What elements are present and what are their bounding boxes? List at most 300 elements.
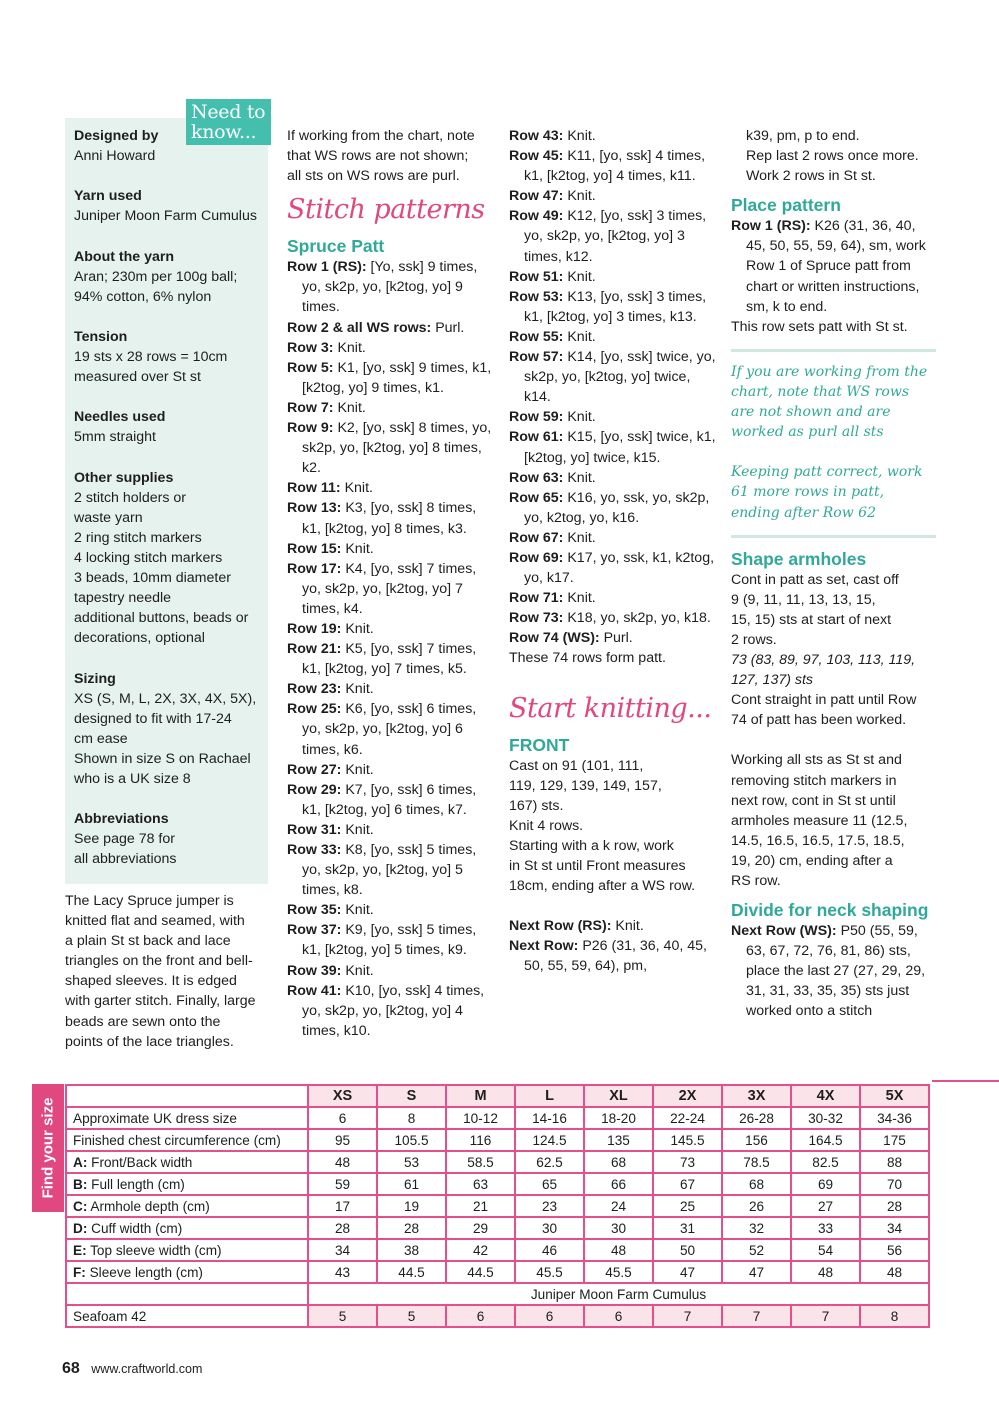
pattern-row <box>287 961 497 981</box>
info-line: all abbreviations <box>74 851 177 868</box>
pattern-row <box>509 548 719 588</box>
row-text: K3, [yo, ssk] 8 times, k1, [k2tog, yo] 8 times, k3. <box>302 500 477 537</box>
row-label: Row 65: <box>509 489 564 506</box>
measurement-value: 18-20 <box>584 1107 653 1129</box>
measurement-value: 10-12 <box>446 1107 515 1129</box>
pattern-row <box>287 358 497 398</box>
note-line: that WS rows are not shown; <box>287 148 469 165</box>
measurement-value: 82.5 <box>791 1151 860 1173</box>
measurement-value: 62.5 <box>515 1151 584 1173</box>
info-line: 3 beads, 10mm diameter <box>74 570 231 587</box>
neck-shaping-heading: Divide for neck shaping <box>731 900 929 921</box>
intro-line: with garter stitch. Finally, large <box>65 993 256 1010</box>
pattern-row <box>509 146 719 186</box>
rows-summary: These 74 rows form patt. <box>509 650 666 667</box>
measurement-value: 42 <box>446 1239 515 1261</box>
measurement-value: 135 <box>584 1129 653 1151</box>
info-block <box>74 247 266 307</box>
intro-text <box>65 891 273 1052</box>
row-text: K2, [yo, ssk] 8 times, yo, sk2p, yo, [k2tog, yo] 8 times, k2. <box>302 420 492 477</box>
pattern-row <box>287 478 497 498</box>
pattern-row <box>509 287 719 327</box>
row-label: Row 3: <box>287 339 334 356</box>
find-your-size-tab <box>32 1084 64 1212</box>
measurement-value: 45.5 <box>515 1261 584 1283</box>
pattern-row <box>287 679 497 699</box>
measurement-label <box>66 1129 308 1151</box>
start-knitting-heading: Start knitting... <box>509 692 712 724</box>
measurement-value: 38 <box>377 1239 446 1261</box>
info-line: tapestry needle <box>74 590 172 607</box>
measurement-value: 145.5 <box>653 1129 722 1151</box>
front-line: Cast on 91 (101, 111, <box>509 757 644 774</box>
measurement-value: 124.5 <box>515 1129 584 1151</box>
info-line: cm ease <box>74 730 128 747</box>
measurement-value: 44.5 <box>446 1261 515 1283</box>
page-footer <box>62 1360 202 1378</box>
page-number: 68 <box>62 1360 80 1377</box>
row-text: Purl. <box>431 319 465 336</box>
measurement-value: 48 <box>584 1239 653 1261</box>
spruce-patt-rows <box>287 257 497 1041</box>
measurement-value: 164.5 <box>791 1129 860 1151</box>
measurement-label <box>66 1151 308 1173</box>
note-line: If working from the chart, note <box>287 128 475 144</box>
measurement-key: B: <box>73 1176 88 1192</box>
row-text: K11, [yo, ssk] 4 times, k1, [k2tog, yo] 4 times, k11. <box>524 148 706 185</box>
row-label: Row 9: <box>287 420 334 437</box>
row-text: Knit. <box>341 962 374 979</box>
row-label: Row 27: <box>287 761 342 778</box>
pattern-row <box>509 407 719 427</box>
measurement-row <box>66 1107 929 1129</box>
measurement-value: 68 <box>722 1173 791 1195</box>
armhole-line: Cont straight in patt until Row <box>731 692 917 709</box>
shade-balls: 8 <box>860 1305 929 1327</box>
row-label: Row 49: <box>509 208 564 225</box>
measurement-value: 28 <box>377 1217 446 1239</box>
measurement-value: 24 <box>584 1195 653 1217</box>
measurement-value: 17 <box>308 1195 377 1217</box>
info-block <box>74 809 266 869</box>
info-line: XS (S, M, L, 2X, 3X, 4X, 5X), <box>74 690 257 707</box>
note-line: all sts on WS rows are purl. <box>287 168 460 185</box>
info-line: waste yarn <box>74 509 143 526</box>
pattern-row <box>287 318 497 338</box>
measurement-row <box>66 1129 929 1151</box>
measurement-value: 19 <box>377 1195 446 1217</box>
info-line: decorations, optional <box>74 630 205 647</box>
row-text: K10, [yo, ssk] 4 times, yo, sk2p, yo, [k2tog, yo] 4 times, k10. <box>302 982 485 1039</box>
measurement-value: 73 <box>653 1151 722 1173</box>
row-text: P50 (55, 59, 63, 67, 72, 76, 81, 86) sts, place the last 27 (27, 29, 29, 31, 31, 33, 35, 35) sts just worked onto a stitch <box>746 923 926 1020</box>
keeping-patt-note: Keeping patt correct, work 61 more rows in patt, ending after Row 62 <box>731 464 923 521</box>
row-label: Row 1 (RS): <box>287 259 367 276</box>
measurement-label <box>66 1217 308 1239</box>
info-heading: Abbreviations <box>74 811 169 828</box>
measurement-row <box>66 1261 929 1283</box>
measurement-value: 31 <box>653 1217 722 1239</box>
measurement-name: Top sleeve width (cm) <box>86 1242 222 1258</box>
pattern-row <box>287 619 497 639</box>
find-your-size-label: Find your size <box>39 1097 57 1199</box>
work-line: armholes measure 11 (12.5, <box>731 812 908 829</box>
yarn-name: Juniper Moon Farm Cumulus <box>308 1283 929 1305</box>
pattern-row <box>287 338 497 358</box>
measurement-value: 26-28 <box>722 1107 791 1129</box>
measurement-label <box>66 1107 308 1129</box>
row-text: Knit. <box>563 409 596 426</box>
armhole-line: 9 (9, 11, 11, 13, 13, 15, <box>731 591 876 608</box>
measurement-value: 21 <box>446 1195 515 1217</box>
armhole-line: 2 rows. <box>731 631 777 648</box>
row-text: K6, [yo, ssk] 6 times, yo, sk2p, yo, [k2tog, yo] 6 times, k6. <box>302 701 477 758</box>
measurement-row <box>66 1239 929 1261</box>
row-text: Knit. <box>563 188 596 205</box>
row-text: K8, [yo, ssk] 5 times, yo, sk2p, yo, [k2tog, yo] 5 times, k8. <box>302 842 477 899</box>
armhole-line: 74 of patt has been worked. <box>731 712 907 729</box>
pattern-row <box>509 488 719 528</box>
measurement-value: 6 <box>308 1107 377 1129</box>
info-line: Anni Howard <box>74 148 156 165</box>
divider <box>731 535 936 538</box>
measurement-key: D: <box>73 1220 88 1236</box>
row-label: Row 51: <box>509 268 564 285</box>
shade-balls: 7 <box>791 1305 860 1327</box>
yarn-row <box>66 1283 929 1305</box>
measurement-value: 66 <box>584 1173 653 1195</box>
info-line: 4 locking stitch markers <box>74 549 223 566</box>
work-line: removing stitch markers in <box>731 772 897 789</box>
measurement-value: 34-36 <box>860 1107 929 1129</box>
row-text: Knit. <box>563 268 596 285</box>
measurement-row <box>66 1151 929 1173</box>
measurement-name: Front/Back width <box>87 1154 193 1170</box>
pattern-row <box>731 216 936 316</box>
intro-line: shaped sleeves. It is edged <box>65 973 237 990</box>
shade-balls: 5 <box>377 1305 446 1327</box>
spruce-patt-rows-cont <box>509 126 719 648</box>
info-line: Shown in size S on Rachael <box>74 750 251 767</box>
info-heading: Designed by <box>74 128 159 144</box>
measurement-value: 48 <box>308 1151 377 1173</box>
measurement-value: 116 <box>446 1129 515 1151</box>
size-header: 5X <box>860 1085 929 1107</box>
measurement-value: 14-16 <box>515 1107 584 1129</box>
measurement-value: 61 <box>377 1173 446 1195</box>
pattern-row <box>287 498 497 538</box>
info-block <box>74 468 266 649</box>
yarn-blank <box>66 1283 308 1305</box>
armhole-instructions <box>731 570 936 731</box>
work-instructions <box>731 750 936 891</box>
measurement-value: 8 <box>377 1107 446 1129</box>
pattern-row <box>287 398 497 418</box>
measurement-row <box>66 1173 929 1195</box>
info-line: 5mm straight <box>74 429 156 446</box>
pattern-row <box>509 628 719 648</box>
row-text: Knit. <box>340 480 373 497</box>
row-text: K12, [yo, ssk] 3 times, yo, sk2p, yo, [k2tog, yo] 3 times, k12. <box>524 208 707 265</box>
measurement-name: Full length (cm) <box>87 1176 185 1192</box>
row-text: K26 (31, 36, 40, 45, 50, 55, 59, 64), sm, work Row 1 of Spruce patt from chart or written instructions, sm, k to end. <box>746 218 926 315</box>
measurement-value: 105.5 <box>377 1129 446 1151</box>
info-line: designed to fit with 17-24 <box>74 710 232 727</box>
measurement-value: 58.5 <box>446 1151 515 1173</box>
info-line: who is a UK size 8 <box>74 771 191 787</box>
measurement-name: Sleeve length (cm) <box>85 1264 203 1280</box>
row-text: K18, yo, sk2p, yo, k18. <box>563 610 711 627</box>
row-text: Knit. <box>341 902 374 919</box>
row-label: Row 69: <box>509 549 564 566</box>
measurement-value: 156 <box>722 1129 791 1151</box>
info-line: See page 78 for <box>74 831 175 848</box>
info-line: additional buttons, beads or <box>74 610 249 627</box>
shade-label: Seafoam 42 <box>66 1305 308 1327</box>
row-label: Row 1 (RS): <box>731 218 811 235</box>
intro-line: points of the lace triangles. <box>65 1033 234 1050</box>
need-to-know-panel <box>65 118 268 884</box>
size-header: XL <box>584 1085 653 1107</box>
work-line: Working all sts as St st and <box>731 752 902 769</box>
measurement-value: 63 <box>446 1173 515 1195</box>
row-text: Knit. <box>341 620 374 637</box>
pattern-row <box>509 126 719 146</box>
measurement-value: 59 <box>308 1173 377 1195</box>
pattern-row <box>509 608 719 628</box>
row-label: Row 55: <box>509 328 564 345</box>
info-heading: About the yarn <box>74 248 175 265</box>
neck-row <box>731 921 936 1021</box>
chart-note <box>287 126 497 186</box>
info-heading: Tension <box>74 328 128 345</box>
row-label: Row 63: <box>509 469 564 486</box>
row-label: Row 15: <box>287 540 342 557</box>
stitch-patterns-heading: Stitch patterns <box>287 194 485 226</box>
pattern-row <box>287 760 497 780</box>
armhole-line: Cont in patt as set, cast off <box>731 571 899 588</box>
row-label: Row 19: <box>287 620 342 637</box>
row-label: Row 71: <box>509 590 564 607</box>
spruce-patt-heading: Spruce Patt <box>287 236 385 257</box>
need-to-know-content <box>74 126 266 890</box>
measurement-value: 30 <box>584 1217 653 1239</box>
row-text: K14, [yo, ssk] twice, yo, sk2p, yo, [k2tog, yo] twice, k14. <box>524 349 716 406</box>
measurement-value: 28 <box>860 1195 929 1217</box>
info-line: Aran; 230m per 100g ball; <box>74 268 238 285</box>
measurement-key: E: <box>73 1242 87 1258</box>
size-header: M <box>446 1085 515 1107</box>
measurement-value: 33 <box>791 1217 860 1239</box>
pattern-row <box>287 820 497 840</box>
row-text: K1, [yo, ssk] 9 times, k1, [k2tog, yo] 9 times, k1. <box>302 359 492 396</box>
place-pattern-row <box>731 216 936 316</box>
row-label: Row 17: <box>287 560 342 577</box>
measurement-value: 34 <box>860 1217 929 1239</box>
measurement-value: 50 <box>653 1239 722 1261</box>
measurement-value: 78.5 <box>722 1151 791 1173</box>
size-header: XS <box>308 1085 377 1107</box>
column-front <box>509 126 719 977</box>
shape-armholes-heading: Shape armholes <box>731 548 867 569</box>
row-text: K5, [yo, ssk] 7 times, k1, [k2tog, yo] 7 times, k5. <box>302 641 477 678</box>
measurement-value: 26 <box>722 1195 791 1217</box>
front-line: Starting with a k row, work <box>509 837 674 854</box>
size-header: 2X <box>653 1085 722 1107</box>
pattern-row <box>287 900 497 920</box>
shade-balls: 7 <box>722 1305 791 1327</box>
pattern-row <box>287 257 497 317</box>
pattern-row <box>509 347 719 407</box>
pattern-row <box>287 639 497 679</box>
row-text: Knit. <box>341 540 374 557</box>
row-text: K9, [yo, ssk] 5 times, k1, [k2tog, yo] 5 times, k9. <box>302 922 477 959</box>
place-pattern-heading: Place pattern <box>731 195 841 216</box>
measurement-value: 28 <box>308 1217 377 1239</box>
info-heading: Other supplies <box>74 469 174 486</box>
row-text: Knit. <box>563 128 596 144</box>
chart-note-italic: If you are working from the chart, note that WS rows are not shown and are worked as purl all sts <box>731 363 928 441</box>
info-heading: Sizing <box>74 670 116 687</box>
next-rows <box>509 916 719 976</box>
row-label: Row 31: <box>287 821 342 838</box>
measurement-row <box>66 1195 929 1217</box>
row-label: Row 47: <box>509 188 564 205</box>
shade-balls: 7 <box>653 1305 722 1327</box>
measurement-value: 30-32 <box>791 1107 860 1129</box>
row-label: Row 39: <box>287 962 342 979</box>
pattern-row <box>509 468 719 488</box>
armhole-stitch-count: 73 (83, 89, 97, 103, 113, 119, 127, 137) sts <box>731 651 916 689</box>
intro-line: triangles on the front and bell- <box>65 953 253 970</box>
row-label: Row 23: <box>287 681 342 698</box>
work-line: 14.5, 16.5, 16.5, 17.5, 18.5, <box>731 832 905 849</box>
measurement-value: 29 <box>446 1217 515 1239</box>
measurement-value: 88 <box>860 1151 929 1173</box>
row-text: K16, yo, ssk, yo, sk2p, yo, k2tog, yo, k16. <box>524 489 710 526</box>
measurement-value: 67 <box>653 1173 722 1195</box>
measurement-value: 54 <box>791 1239 860 1261</box>
info-line: 2 ring stitch markers <box>74 529 202 546</box>
measurement-value: 27 <box>791 1195 860 1217</box>
row-text: Knit. <box>333 339 366 356</box>
measurement-key: A: <box>73 1154 88 1170</box>
measurement-label <box>66 1239 308 1261</box>
row-text: Knit. <box>341 681 374 698</box>
front-line: 119, 129, 139, 149, 157, <box>509 777 662 794</box>
instruction-line: k39, pm, p to end. <box>746 128 860 144</box>
pattern-row <box>287 559 497 619</box>
size-header: 4X <box>791 1085 860 1107</box>
pattern-row <box>509 936 719 976</box>
front-heading: FRONT <box>509 734 570 755</box>
pattern-row <box>287 981 497 1041</box>
row-label: Row 59: <box>509 409 564 426</box>
measurement-value: 56 <box>860 1239 929 1261</box>
instruction-line: Rep last 2 rows once more. <box>746 148 919 165</box>
row-label: Row 73: <box>509 610 564 627</box>
shade-row <box>66 1305 929 1327</box>
measurement-value: 53 <box>377 1151 446 1173</box>
place-pattern-summary: This row sets patt with St st. <box>731 318 908 335</box>
info-block <box>74 669 266 790</box>
row-text: Knit. <box>333 399 366 416</box>
row-text: Knit. <box>563 590 596 607</box>
pattern-row <box>287 699 497 759</box>
info-line: 19 sts x 28 rows = 10cm <box>74 349 228 366</box>
pattern-row <box>287 418 497 478</box>
measurement-label <box>66 1261 308 1283</box>
measurement-value: 30 <box>515 1217 584 1239</box>
column-shaping <box>731 126 936 1022</box>
measurement-value: 34 <box>308 1239 377 1261</box>
info-block <box>74 327 266 387</box>
info-line: 2 stitch holders or <box>74 489 186 506</box>
info-line: 94% cotton, 6% nylon <box>74 288 212 305</box>
info-line: Juniper Moon Farm Cumulus <box>74 208 257 225</box>
pattern-row <box>287 539 497 559</box>
measurement-value: 46 <box>515 1239 584 1261</box>
pattern-row <box>509 528 719 548</box>
need-to-know-badge: Need to know... <box>186 99 271 145</box>
row-label: Row 21: <box>287 641 342 658</box>
intro-line: knitted flat and seamed, with <box>65 913 245 930</box>
table-rule <box>932 1080 999 1082</box>
measurement-value: 32 <box>722 1217 791 1239</box>
row-label: Row 41: <box>287 982 342 999</box>
info-heading: Needles used <box>74 409 166 426</box>
row-label: Row 37: <box>287 922 342 939</box>
measurement-name: Approximate UK dress size <box>73 1110 237 1126</box>
row-label: Row 2 & all WS rows: <box>287 319 432 336</box>
row-text: K15, [yo, ssk] twice, k1, [k2tog, yo] twice, k15. <box>524 429 716 466</box>
info-heading: Yarn used <box>74 188 142 205</box>
row-label: Row 53: <box>509 288 564 305</box>
row-label: Row 67: <box>509 529 564 546</box>
row-text: Knit. <box>563 529 596 546</box>
row-label: Next Row (RS): <box>509 918 612 935</box>
size-header: S <box>377 1085 446 1107</box>
pattern-row <box>509 427 719 467</box>
shade-balls: 6 <box>446 1305 515 1327</box>
measurement-value: 25 <box>653 1195 722 1217</box>
work-line: next row, cont in St st until <box>731 792 896 809</box>
pattern-row <box>287 920 497 960</box>
row-label: Row 33: <box>287 842 342 858</box>
row-text: Knit. <box>611 918 644 935</box>
column-stitch-patterns <box>287 126 497 1041</box>
row-text: K17, yo, ssk, k1, k2tog, yo, k17. <box>524 549 715 587</box>
measurement-row <box>66 1217 929 1239</box>
pattern-row <box>509 588 719 608</box>
front-line: in St st until Front measures <box>509 858 686 874</box>
info-block <box>74 186 266 226</box>
row-label: Row 74 (WS): <box>509 630 600 647</box>
row-text: K4, [yo, ssk] 7 times, yo, sk2p, yo, [k2tog, yo] 7 times, k4. <box>302 560 477 617</box>
measurement-name: Finished chest circumference (cm) <box>73 1132 281 1148</box>
pattern-row <box>731 921 936 1021</box>
pattern-row <box>509 267 719 287</box>
pattern-row <box>509 206 719 266</box>
pattern-row <box>287 780 497 820</box>
measurement-value: 68 <box>584 1151 653 1173</box>
pattern-row <box>509 327 719 347</box>
size-header: 3X <box>722 1085 791 1107</box>
row-text: [Yo, ssk] 9 times, yo, sk2p, yo, [k2tog, yo] 9 times. <box>302 259 478 316</box>
row-label: Row 7: <box>287 399 334 416</box>
row-label: Row 57: <box>509 349 564 366</box>
row-label: Next Row: <box>509 938 579 955</box>
